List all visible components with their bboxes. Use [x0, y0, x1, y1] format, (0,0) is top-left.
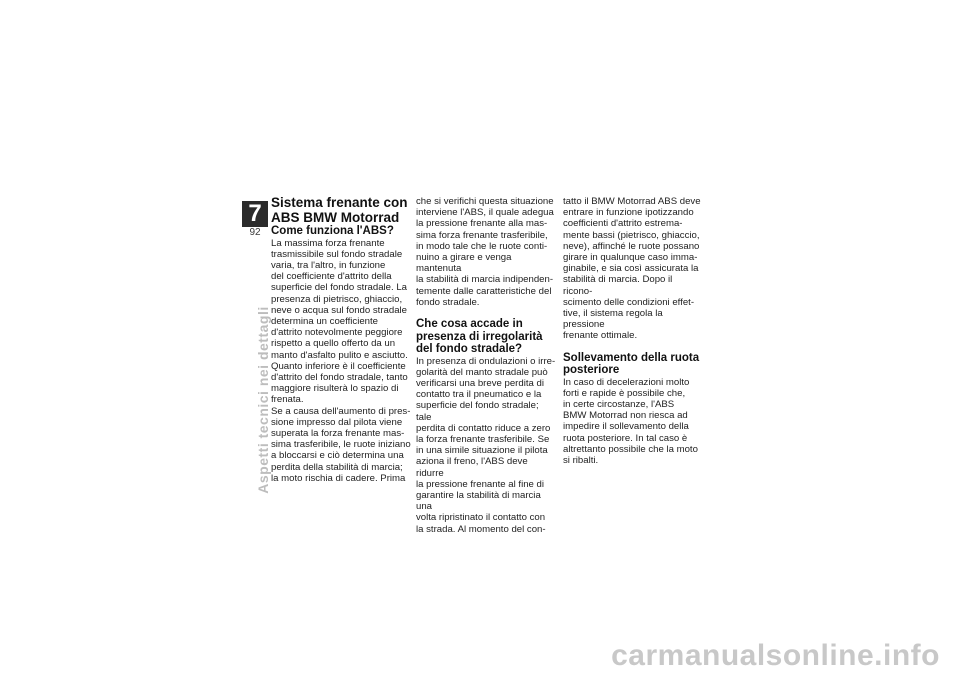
main-heading: Sistema frenante con ABS BMW Motorrad — [271, 195, 408, 225]
page-number: 92 — [249, 227, 261, 238]
paragraph-rear-wheel-lift: In caso di decelerazioni molto forti e rapide è possibile che, in certe circostanze, l'ABS BMW Motorrad non riesca ad impedire il sollevamento della ruota posteriore. In tal caso è altrettanto possibile che la moto si ribalti. — [563, 376, 698, 467]
site-watermark: carmanualsonline.info — [611, 639, 940, 672]
text-column-2 — [416, 196, 556, 535]
text-column-1 — [271, 196, 411, 484]
section-heading-road-irregularities: Che cosa accade in presenza di irregolarità del fondo stradale? — [416, 318, 543, 356]
paragraph-how-abs-works-part1: La massima forza frenante trasmissibile sul fondo stradale varia, tra l'altro, in funzione del coefficiente d'attrito della superficie del fondo stradale. La presenza di pietrisco, ghiaccio, neve o acqua sul fondo stradale determina un coefficiente d'attrito notevolmente peggiore rispetto a quello offerto da un manto d'asfalto pulito e asciutto. Quanto inferiore è il coefficiente d'attrito del fondo stradale, tanto maggiore risulterà lo spazio di frenata. Se a causa dell'aumento di pres- sione impresso dal pilota viene superata la forza frenante mas- sima trasferibile, le ruote iniziano a bloccarsi e ciò determina una perdita della stabilità di marcia; la moto rischia di cadere. Prima — [271, 237, 411, 484]
paragraph-how-abs-works-part2: che si verifichi questa situazione interviene l'ABS, il quale adegua la pressione frenante alla mas- sima forza frenante trasferibile, in modo tale che le ruote conti- nuino a girare e venga mantenuta la stabilità di marcia indipenden- temente dalle caratteristiche del fondo stradale. — [416, 196, 554, 308]
paragraph-road-irregularities-part1: In presenza di ondulazioni o irre- golarità del manto stradale può verificarsi una breve perdita di contatto tra il pneumatico e la superficie del fondo stradale; tale perdita di contatto riduce a zero la forza frenante trasferibile. Se in una simile situazione il pilota aziona il freno, l'ABS deve ridurre la pressione frenante al fine di garantire la stabilità di marcia una volta ripristinato il contatto con la strada. Al momento del con- — [416, 355, 556, 535]
text-column-3 — [563, 196, 703, 466]
section-heading-rear-wheel-lift: Sollevamento della ruota posteriore — [563, 351, 700, 377]
chapter-side-title: Aspetti tecnici nei dettagli — [255, 306, 271, 494]
section-heading-how-abs-works: Come funziona l'ABS? — [271, 225, 394, 237]
paragraph-road-irregularities-part2: tatto il BMW Motorrad ABS deve entrare in funzione ipotizzando coefficienti d'attrito estrema- mente bassi (pietrisco, ghiaccio, neve), affinché le ruote possano girare in qualunque caso imma- ginabile, e sia così assicurata la stabilità di marcia. Dopo il ricono- scimento delle condizioni effet- tive, il sistema regola la pressione frenante ottimale. — [563, 196, 701, 342]
chapter-number-tab: 7 — [242, 201, 268, 227]
